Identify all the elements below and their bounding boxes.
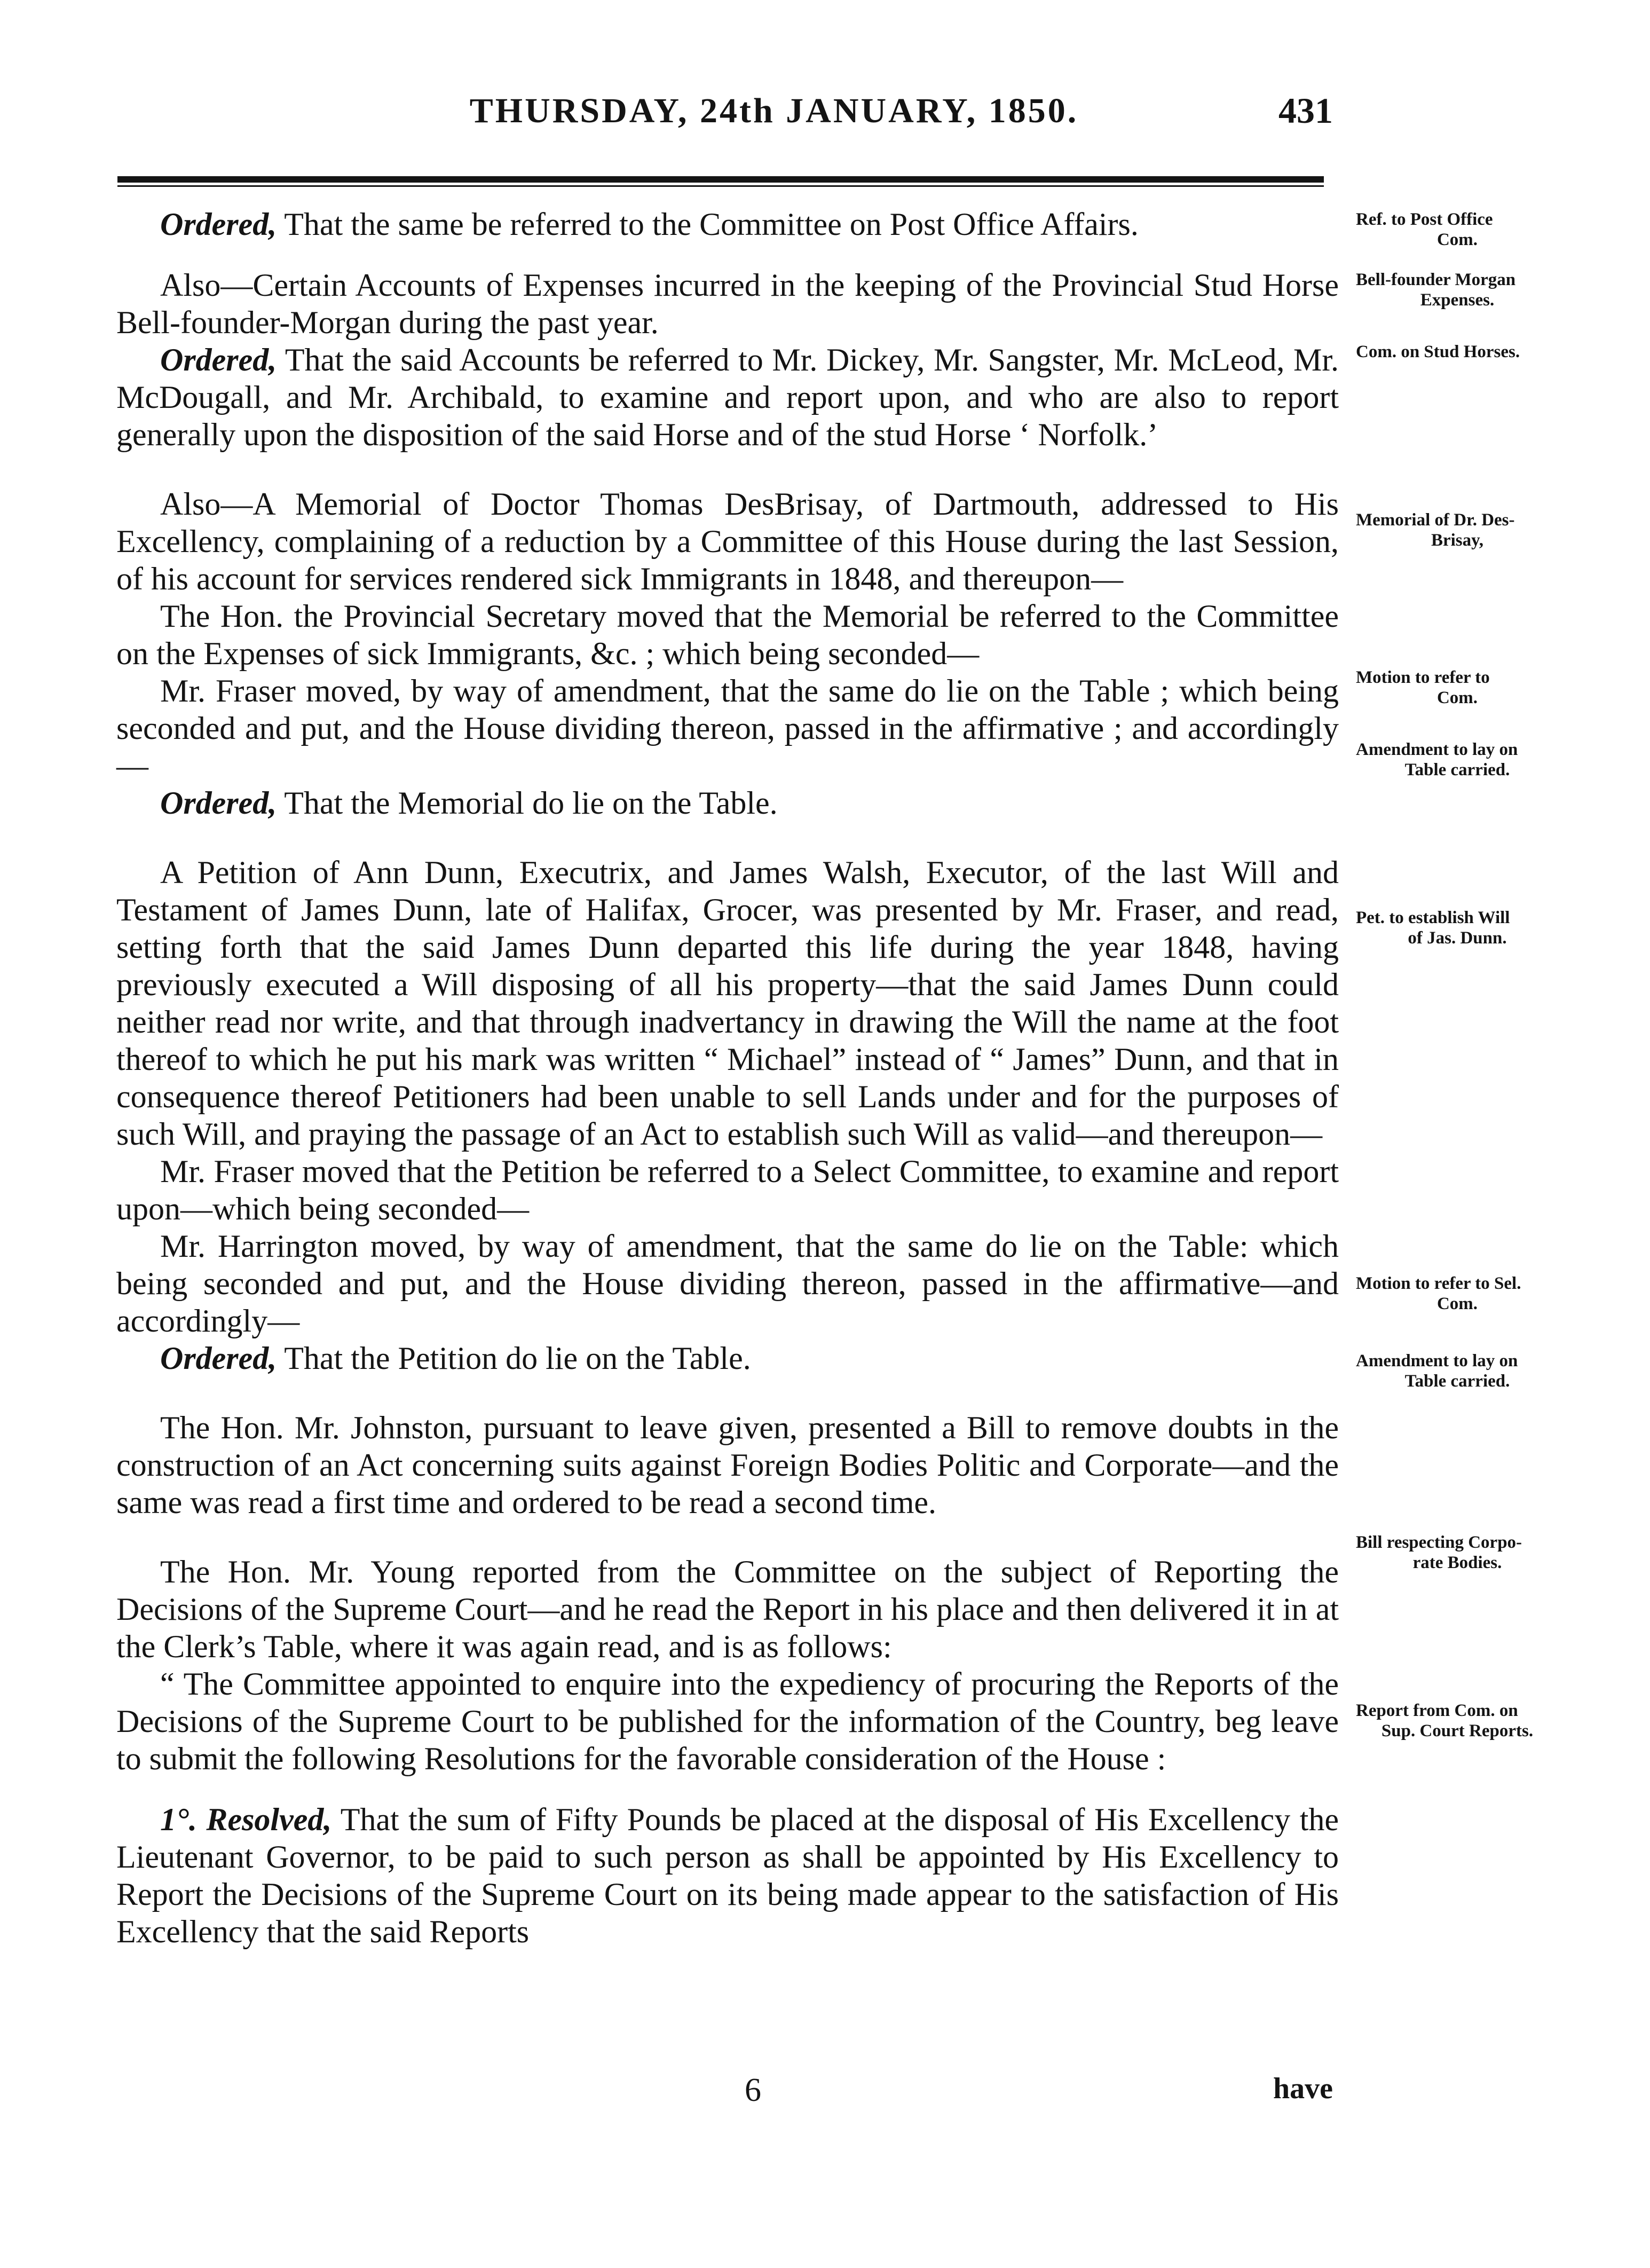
margin-note-line: Bell-founder Morgan xyxy=(1356,270,1516,289)
margin-note xyxy=(1356,510,1580,550)
margin-note-line: Amendment to lay on xyxy=(1356,1351,1518,1371)
margin-note-line: Sup. Court Reports. xyxy=(1381,1721,1534,1741)
paragraph xyxy=(116,266,1339,341)
margin-note xyxy=(1356,209,1580,250)
paragraph xyxy=(116,1553,1339,1665)
paragraph-text: Mr. Harrington moved, by way of amendment, that the same do lie on the Table: which being seconded and put, and the House dividing thereon, passed in the affirmative—and accordingly— xyxy=(116,1228,1339,1338)
margin-note-line: Motion to refer to Sel. xyxy=(1356,1274,1521,1293)
paragraph xyxy=(116,1227,1339,1340)
paragraph xyxy=(116,1801,1339,1950)
paragraph xyxy=(116,341,1339,453)
ordered-lead: Ordered, xyxy=(160,785,277,821)
paragraph-text: A Petition of Ann Dunn, Executrix, and James Walsh, Executor, of the last Will and Testament of James Dunn, late of Halifax, Grocer, was presented by Mr. Fraser, and read, setting forth that the said James Dunn departed this life during the year 1848, having previously executed a Will disposing of all his property—that the said James Dunn could neither read nor write, and that through inadvertancy in drawing the Will the name at the foot thereof to which he put his mark was written “ Michael” instead of “ James” Dunn, and that in consequence thereof Petitioners had been unable to sell Lands under and for the purposes of such Will, and praying the passage of an Act to establish such Will as valid—and thereupon— xyxy=(116,855,1339,1152)
paragraph-text: The Hon. Mr. Johnston, pursuant to leave given, presented a Bill to remove doubts in the construction of an Act concerning suits against Foreign Bodies Politic and Corporate—and the same was read a first time and ordered to be read a second time. xyxy=(116,1410,1339,1520)
margin-note-line: Bill respecting Corpo- xyxy=(1356,1533,1522,1552)
margin-note xyxy=(1356,342,1580,362)
paragraph-text: Also—A Memorial of Doctor Thomas DesBrisay, of Dartmouth, addressed to His Excellency, complaining of a reduction by a Committee of this House during the last Session, of his account for services rendered sick Immigrants in 1848, and thereupon— xyxy=(116,486,1339,596)
margin-note xyxy=(1356,270,1580,310)
margin-note-line: Table carried. xyxy=(1404,1372,1510,1391)
margin-note-line: of Jas. Dunn. xyxy=(1408,928,1507,948)
paragraph-text: That the Petition do lie on the Table. xyxy=(277,1341,751,1376)
margin-note-line: Com. xyxy=(1436,688,1478,707)
margin-note-line: Pet. to establish Will xyxy=(1356,908,1510,927)
margin-note-line: Amendment to lay on xyxy=(1356,740,1518,759)
ordered-lead: Ordered, xyxy=(160,342,277,377)
margin-note-line: Com. xyxy=(1436,1294,1478,1313)
paragraph xyxy=(116,597,1339,672)
paragraph-text: That the sum of Fifty Pounds be placed at the disposal of His Excellency the Lieutenant Governor, to be paid to such person as shall be appointed by His Excellency to Report the Decisions of the Supreme Court on its being made appear to the satisfaction of His Excellency that the said Reports xyxy=(116,1802,1339,1949)
page-header-title: THURSDAY, 24th JANUARY, 1850. xyxy=(469,91,1079,130)
margin-note-line: Memorial of Dr. Des- xyxy=(1356,510,1515,530)
paragraph-text: Mr. Fraser moved, by way of amendment, that the same do lie on the Table ; which being seconded and put, and the House dividing thereon, passed in the affirmative ; and accordingly— xyxy=(116,673,1339,783)
margin-note xyxy=(1356,908,1580,948)
paragraph-text: That the same be referred to the Committee on Post Office Affairs. xyxy=(277,207,1139,242)
paragraph xyxy=(116,206,1339,243)
paragraph xyxy=(116,784,1339,822)
page-number: 431 xyxy=(1278,90,1333,131)
margin-note-line: Motion to refer to xyxy=(1356,668,1490,687)
paragraph xyxy=(116,1153,1339,1227)
margin-note-line: Ref. to Post Office xyxy=(1356,210,1493,229)
paragraph xyxy=(116,1665,1339,1777)
paragraph-text: Also—Certain Accounts of Expenses incurred in the keeping of the Provincial Stud Horse Bell-founder-Morgan during the past year. xyxy=(116,267,1339,340)
paragraph-text: The Hon. the Provincial Secretary moved that the Memorial be referred to the Committee on the Expenses of sick Immigrants, &c. ; which being seconded— xyxy=(116,598,1339,671)
catchword: have xyxy=(1273,2072,1333,2105)
margin-note-line: Com. on Stud Horses. xyxy=(1356,342,1520,361)
margin-note xyxy=(1356,739,1580,780)
margin-note-line: Expenses. xyxy=(1420,290,1495,310)
paragraph xyxy=(116,1340,1339,1377)
paragraph-text: That the said Accounts be referred to Mr. Dickey, Mr. Sangster, Mr. McLeod, Mr. McDougall, and Mr. Archibald, to examine and report upon, and who are also to report generally upon the disposition of the said Horse and of the stud Horse ‘ Norfolk.’ xyxy=(116,342,1339,452)
resolved-lead: 1°. Resolved, xyxy=(160,1802,332,1837)
margin-note-line: rate Bodies. xyxy=(1412,1553,1502,1572)
paragraph xyxy=(116,485,1339,597)
margin-note xyxy=(1356,1532,1580,1573)
header-rule-thick xyxy=(117,176,1324,183)
margin-note-line: Brisay, xyxy=(1431,531,1484,550)
margin-note xyxy=(1356,1273,1580,1314)
ordered-lead: Ordered, xyxy=(160,207,277,242)
paragraph-text: That the Memorial do lie on the Table. xyxy=(277,785,778,821)
ordered-lead: Ordered, xyxy=(160,1341,277,1376)
signature-mark: 6 xyxy=(745,2072,761,2108)
paragraph-text: “ The Committee appointed to enquire into the expediency of procuring the Reports of the Decisions of the Supreme Court to be published for the information of the Country, beg leave to submit the following Resolutions for the favorable consideration of the House : xyxy=(116,1666,1339,1776)
margin-note xyxy=(1356,667,1580,708)
paragraph-text: Mr. Fraser moved that the Petition be referred to a Select Committee, to examine and report upon—which being seconded— xyxy=(116,1154,1339,1226)
margin-note-line: Report from Com. on xyxy=(1356,1701,1518,1720)
document-body xyxy=(116,206,1339,1950)
paragraph xyxy=(116,672,1339,784)
margin-note xyxy=(1356,1351,1580,1391)
margin-note-line: Com. xyxy=(1436,230,1478,249)
margin-note xyxy=(1356,1700,1580,1741)
paragraph xyxy=(116,1409,1339,1521)
header-rule-thin xyxy=(117,185,1324,187)
paragraph-text: The Hon. Mr. Young reported from the Committee on the subject of Reporting the Decisions of the Supreme Court—and he read the Report in his place and then delivered it in at the Clerk’s Table, where it was again read, and is as follows: xyxy=(116,1554,1339,1664)
paragraph xyxy=(116,854,1339,1153)
margin-note-line: Table carried. xyxy=(1404,760,1510,779)
